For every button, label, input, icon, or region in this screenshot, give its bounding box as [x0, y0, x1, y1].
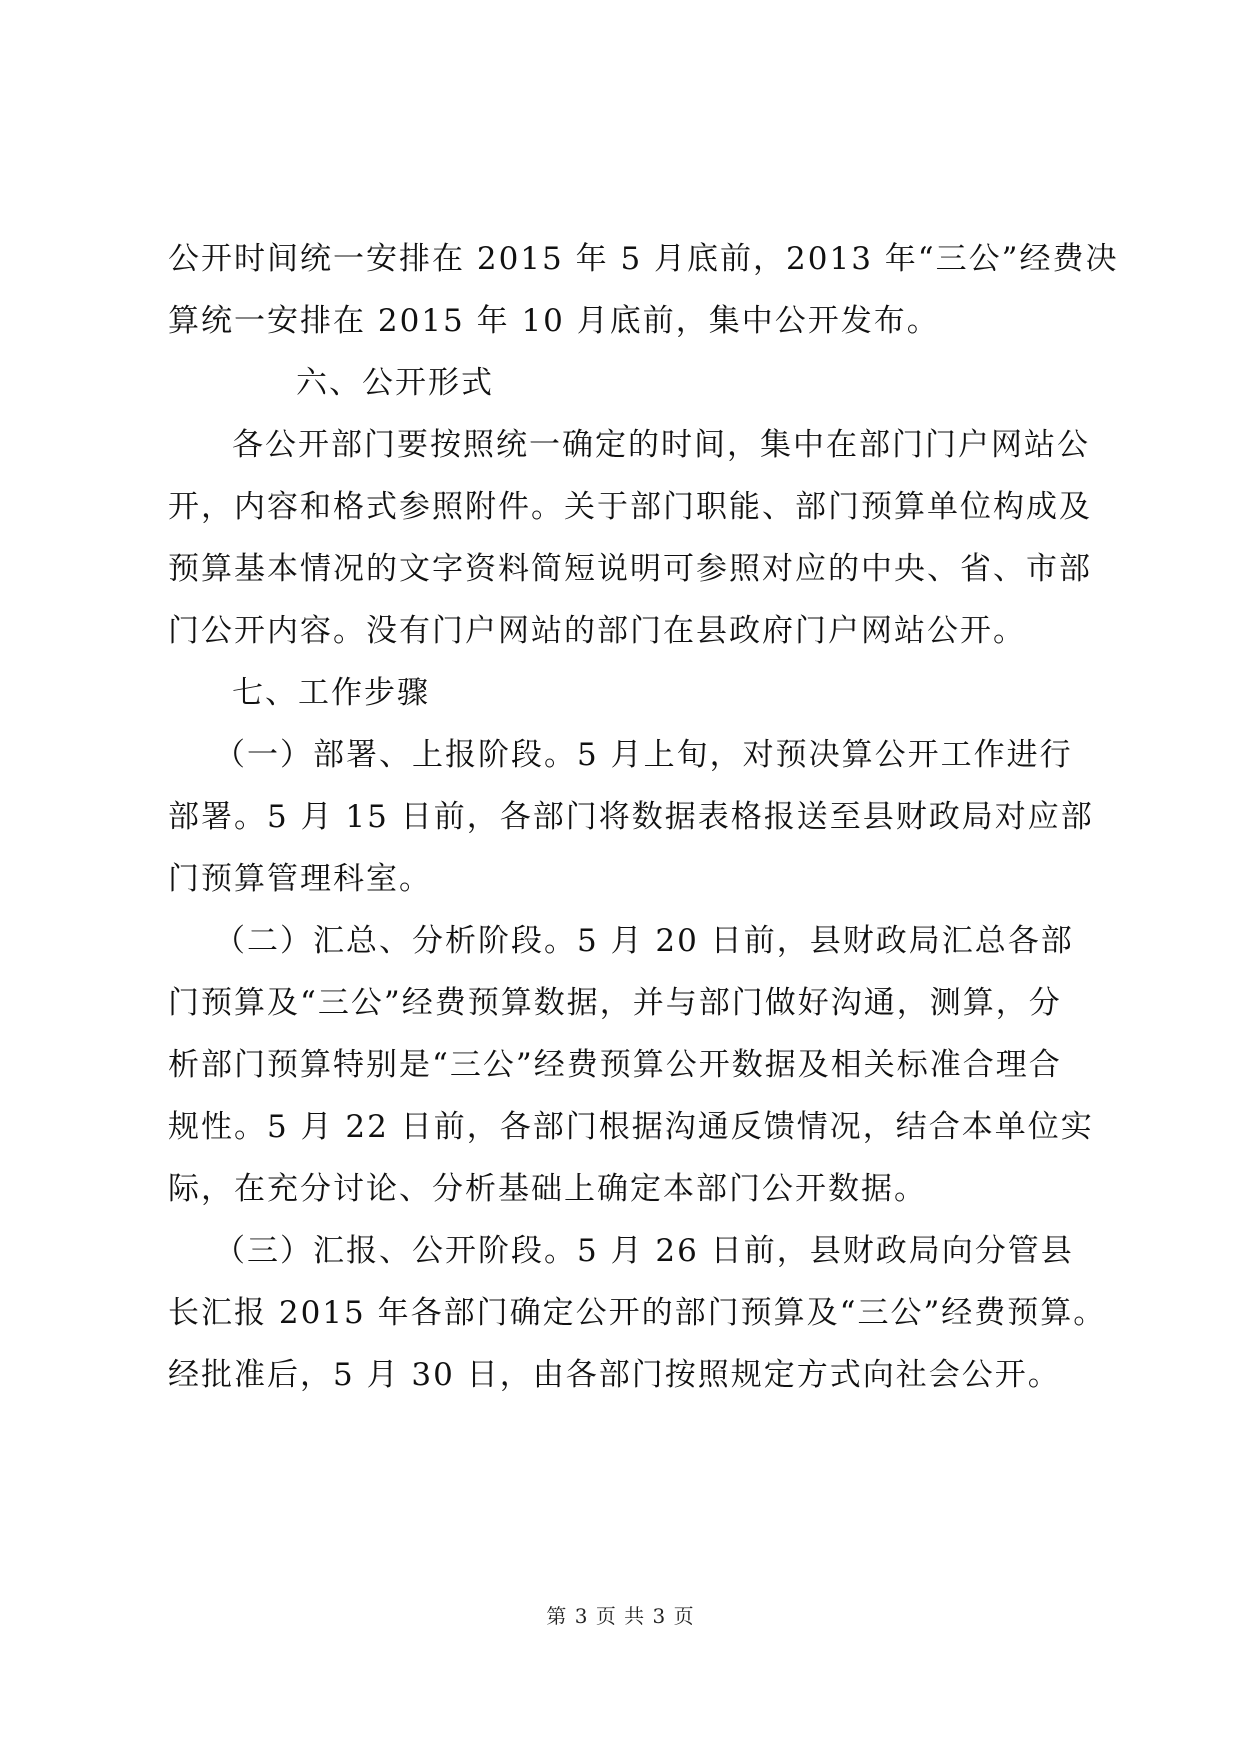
text-line: 各公开部门要按照统一确定的时间，集中在部门门户网站公	[232, 427, 1090, 463]
text-line: 公开时间统一安排在 2015 年 5 月底前，2013 年“三公”经费决	[168, 241, 1119, 277]
text-line: 经批准后，5 月 30 日，由各部门按照规定方式向社会公开。	[168, 1357, 1061, 1393]
section-heading: 七、工作步骤	[232, 675, 430, 711]
section-heading: 六、公开形式	[296, 365, 494, 401]
text-line: 析部门预算特别是“三公”经费预算公开数据及相关标准合理合	[168, 1047, 1062, 1083]
text-line: （一）部署、上报阶段。5 月上旬，对预决算公开工作进行	[214, 737, 1073, 773]
document-body	[168, 228, 1119, 1406]
text-line: 算统一安排在 2015 年 10 月底前，集中公开发布。	[168, 303, 940, 339]
text-line: 门公开内容。没有门户网站的部门在县政府门户网站公开。	[168, 613, 1026, 649]
text-line: 门预算管理科室。	[168, 861, 432, 897]
text-line: 开，内容和格式参照附件。关于部门职能、部门预算单位构成及	[168, 489, 1092, 525]
text-line: 预算基本情况的文字资料简短说明可参照对应的中央、省、市部	[168, 551, 1092, 587]
text-line: 长汇报 2015 年各部门确定公开的部门预算及“三公”经费预算。	[168, 1295, 1107, 1331]
text-line: （二）汇总、分析阶段。5 月 20 日前，县财政局汇总各部	[214, 923, 1074, 959]
page-number-label: 第 3 页 共 3 页	[546, 1604, 695, 1628]
paragraph-step-one	[168, 724, 1094, 910]
section-heading-work-steps	[168, 662, 1078, 724]
paragraph-publish-form	[168, 414, 1092, 662]
paragraph-step-three	[168, 1220, 1107, 1406]
paragraph-publish-time	[168, 228, 1119, 352]
text-line: 部署。5 月 15 日前，各部门将数据表格报送至县财政局对应部	[168, 799, 1094, 835]
text-line: 际，在充分讨论、分析基础上确定本部门公开数据。	[168, 1171, 927, 1207]
text-line: 规性。5 月 22 日前，各部门根据沟通反馈情况，结合本单位实	[168, 1109, 1094, 1145]
text-line: 门预算及“三公”经费预算数据，并与部门做好沟通，测算，分	[168, 985, 1062, 1021]
text-line: （三）汇报、公开阶段。5 月 26 日前，县财政局向分管县	[214, 1233, 1074, 1269]
paragraph-step-two	[168, 910, 1094, 1220]
section-heading-publish-form	[168, 352, 1078, 414]
page-footer	[0, 1600, 1241, 1629]
